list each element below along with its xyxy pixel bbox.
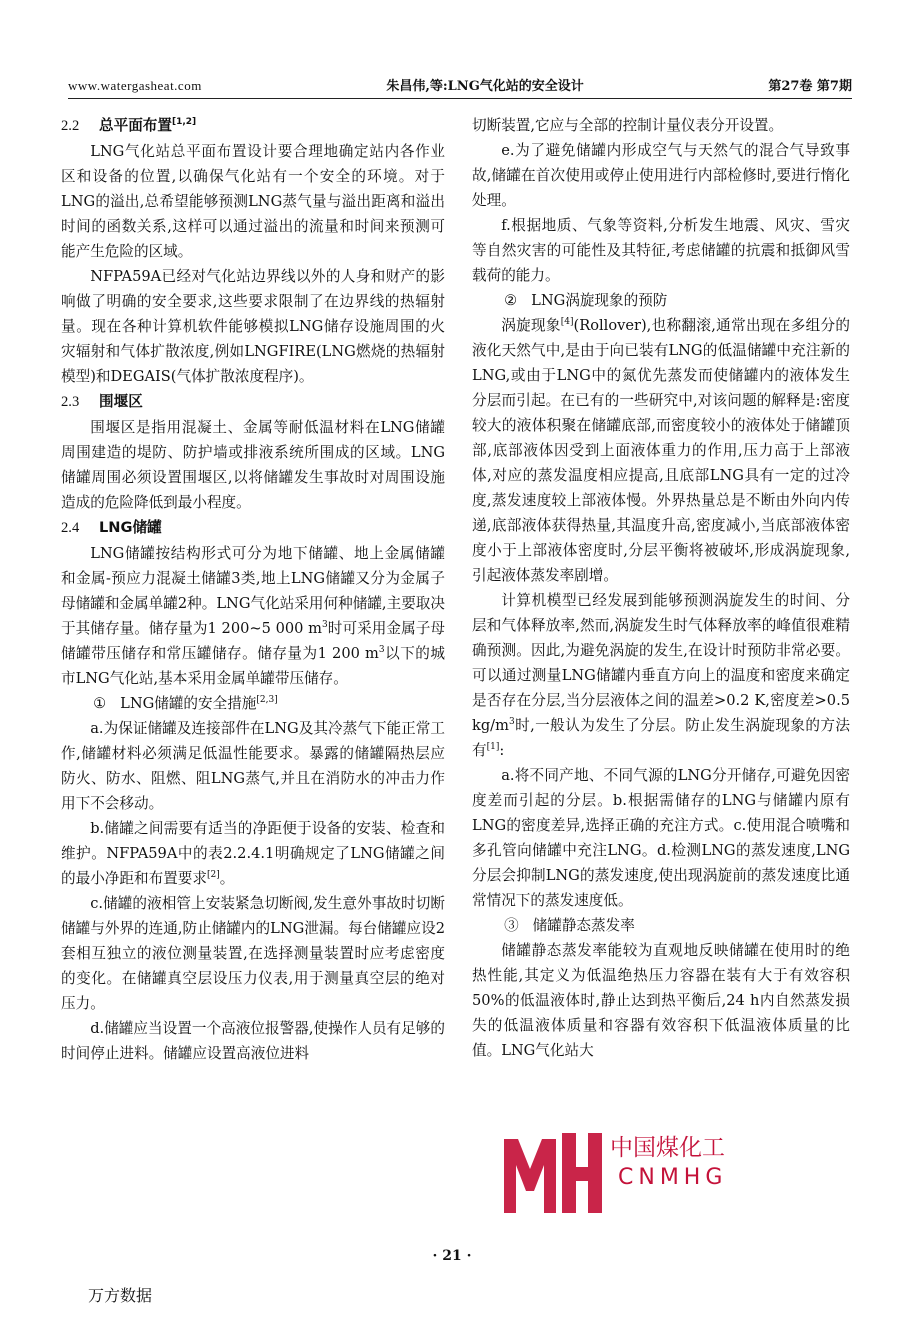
section-2-4-heading: 2.4 LNG储罐	[61, 519, 162, 536]
paragraph: 围堰区是指用混凝土、金属等耐低温材料在LNG储罐周围建造的堤防、防护墙或排液系统所围成的区域。LNG储罐周围必须设置围堰区,以将储罐发生事故时对周围设施造成的危险降低到最小程度。	[61, 419, 445, 511]
paragraph: a.将不同产地、不同气源的LNG分开储存,可避免因密度差而引起的分层。b.根据需储存的LNG与储罐内原有LNG的密度差异,选择正确的充注方式。c.使用混合喷嘴和多孔管向储罐中充注LNG。d.检测LNG的蒸发速度,LNG分层会抑制LNG的蒸发速度,使出现涡旋前的蒸发速度比通常情况下的蒸发速度低。	[472, 767, 850, 909]
cnmhg-logo-icon	[500, 1129, 604, 1217]
paragraph: f.根据地质、气象等资料,分析发生地震、风灾、雪灾等自然灾害的可能性及其特征,考虑储罐的抗震和抵御风雪载荷的能力。	[472, 217, 850, 284]
paragraph: e.为了避免储罐内形成空气与天然气的混合气导致事故,储罐在首次使用或停止使用进行内部检修时,要进行惰化处理。	[472, 142, 850, 209]
journal-url: www.watergasheat.com	[68, 78, 202, 93]
paragraph: b.储罐之间需要有适当的净距便于设备的安装、检查和维护。NFPA59A中的表2.2.4.1明确规定了LNG储罐之间的最小净距和布置要求[2]。	[61, 820, 445, 887]
paragraph: NFPA59A已经对气化站边界线以外的人身和财产的影响做了明确的安全要求,这些要求限制了在边界线的热辐射量。现在各种计算机软件能够模拟LNG储存设施周围的火灾辐射和气体扩散浓度,例如LNGFIRE(LNG燃烧的热辐射模型)和DEGAIS(气体扩散浓度程序)。	[61, 268, 445, 385]
paragraph: d.储罐应当设置一个高液位报警器,使操作人员有足够的时间停止进料。储罐应设置高液位进料	[61, 1020, 445, 1062]
subsection-heading: ② LNG涡旋现象的预防	[504, 292, 668, 309]
paragraph: LNG储罐按结构形式可分为地下储罐、地上金属储罐和金属-预应力混凝土储罐3类,地上LNG储罐又分为金属子母储罐和金属单罐2种。LNG气化站采用何种储罐,主要取决于其储存量。储存量为1 200~5 000 $m^3$时可采用金属子母储罐带压储存和常压罐储存。储存量为1 200 $m^3$以下的城市LNG气化站,基本采用金属单罐带压储存。	[61, 545, 445, 687]
paragraph: 切断装置,它应与全部的控制计量仪表分开设置。	[472, 117, 784, 134]
running-title: 朱昌伟,等:LNG气化站的安全设计	[386, 79, 584, 94]
subsection-heading: ① LNG储罐的安全措施[2,3]	[93, 695, 278, 712]
paragraph: 储罐静态蒸发率能较为直观地反映储罐在使用时的绝热性能,其定义为低温绝热压力容器在装有大于有效容积50%的低温液体时,静止达到热平衡后,24 h内自然蒸发损失的低温液体质量和容器有效容积下低温液体质量的比值。LNG气化站大	[472, 942, 850, 1059]
watermark-en: CNMHG	[614, 1165, 731, 1190]
volume-issue: 第27卷 第7期	[768, 79, 852, 94]
section-2-3-heading: 2.3 围堰区	[61, 393, 143, 410]
left-column	[61, 113, 445, 1066]
running-header	[68, 72, 852, 94]
watermark	[500, 1123, 750, 1223]
footer-source: 万方数据	[88, 1286, 153, 1305]
paragraph: LNG气化站总平面布置设计要合理地确定站内各作业区和设备的位置,以确保气化站有一个安全的环境。对于LNG的溢出,总希望能够预测LNG蒸气量与溢出距离和溢出时间的函数关系,这样可以通过溢出的流量和时间来预测可能产生危险的区域。	[61, 143, 445, 260]
header-rule	[68, 98, 852, 99]
paragraph: c.储罐的液相管上安装紧急切断阀,发生意外事故时切断储罐与外界的连通,防止储罐内的LNG泄漏。每台储罐应设2套相互独立的液位测量装置,在选择测量装置时应考虑密度的变化。在储罐真空层设压力仪表,用于测量真空层的绝对压力。	[61, 895, 445, 1012]
right-column	[472, 113, 850, 1063]
paragraph: 涡旋现象[4](Rollover),也称翻滚,通常出现在多组分的液化天然气中,是由于向已装有LNG的低温储罐中充注新的LNG,或由于LNG中的氮优先蒸发而使储罐内的液体发生分层而引起。在已有的一些研究中,对该问题的解释是:密度较大的液体积聚在储罐底部,而密度较小的液体处于储罐顶部,底部液体因受到上面液体重力的作用,压力高于上部液体,对应的蒸发温度相应提高,且底部LNG具有一定的过冷度,蒸发速度较上部液体慢。外界热量总是不断由外向内传递,底部液体获得热量,其温度升高,密度减小,当底部液体密度小于上部液体密度时,分层平衡将被破坏,形成涡旋现象,引起液体蒸发率剧增。	[472, 317, 850, 584]
subsection-heading: ③ 储罐静态蒸发率	[504, 917, 635, 934]
paragraph: a.为保证储罐及连接部件在LNG及其冷蒸气下能正常工作,储罐材料必须满足低温性能要求。暴露的储罐隔热层应防火、防水、阻燃、阻LNG蒸气,并且在消防水的冲击力作用下不会移动。	[61, 720, 445, 812]
page-number: · 21 ·	[432, 1248, 472, 1264]
section-2-2-heading: 2.2 总平面布置[1,2]	[61, 117, 197, 134]
watermark-cn: 中国煤化工	[606, 1129, 729, 1162]
paragraph: 计算机模型已经发展到能够预测涡旋发生的时间、分层和气体释放率,然而,涡旋发生时气体释放率的峰值很难精确预测。因此,为避免涡旋的发生,在设计时预防非常必要。可以通过测量LNG储罐内垂直方向上的温度和密度来确定是否存在分层,当分层液体之间的温差>0.2 K,密度差>0.5 $kg/m^3$时,一般认为发生了分层。防止发生涡旋现象的方法有[1]:	[472, 592, 850, 759]
